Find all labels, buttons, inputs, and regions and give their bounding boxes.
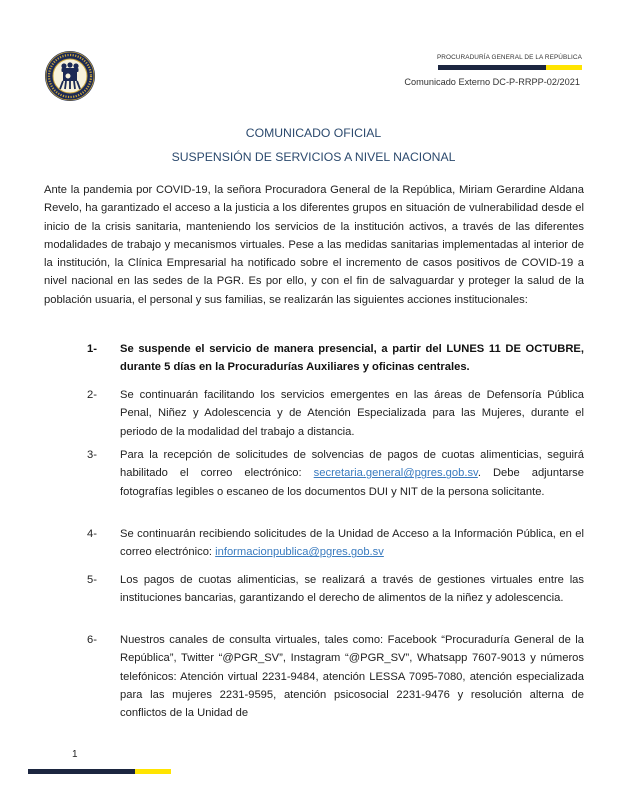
list-item-number: 3- — [87, 449, 97, 461]
pgr-seal-logo — [44, 50, 96, 102]
list-item-text-before: Se continuarán recibiendo solicitudes de la Unidad de Acceso a la Información Pública, en el correo electrónico: — [120, 528, 584, 559]
document-reference: Comunicado Externo DC-P-RRPP-02/2021 — [404, 77, 580, 87]
seal-icon — [44, 50, 96, 102]
header-bar-yellow — [546, 65, 582, 70]
list-item-number: 4- — [87, 528, 97, 540]
footer-bar-yellow — [135, 769, 171, 774]
informacion-publica-email-link[interactable]: informacionpublica@pgres.gob.sv — [215, 546, 384, 559]
list-item-text: Se continuarán facilitando los servicios emergentes en las áreas de Defensoría Pública Penal, Niñez y Adolescencia y de Atención Especializada para las Mujeres, durante el periodo de la modalidad del trabajo a distancia. — [120, 389, 584, 438]
document-subtitle: SUSPENSIÓN DE SERVICIOS A NIVEL NACIONAL — [171, 150, 456, 164]
intro-paragraph: Ante la pandemia por COVID-19, la señora Procuradora General de la República, Miriam Gerardine Aldana Revelo, ha garantizado el acceso a la justicia a los diferentes grupos en situación de vulnerabilidad desde el inicio de la crisis sanitaria, manteniendo los servicios de la institución activos, a través de las diferentes modalidades de trabajo y mecanismos virtuales. Pese a las medidas sanitarias implementadas al interior de la institución, la Clínica Empresarial ha notificado sobre el incremento de casos positivos de COVID-19 a nivel nacional en las sedes de la PGR. Es por ello, y con el fin de salvaguardar y proteger la salud de la población usuaria, el personal y sus familias, se realizarán las siguientes acciones institucionales: — [44, 184, 584, 306]
list-item-number: 5- — [87, 574, 97, 586]
list-item-3 — [87, 446, 584, 501]
list-item-number: 2- — [87, 389, 97, 401]
list-item-text-before: Para la recepción de solicitudes de solvencias de pagos de cuotas alimenticias, seguirá habilitado el correo electrónico: — [120, 449, 584, 480]
list-item-number: 1- — [87, 343, 97, 355]
list-item-text: Los pagos de cuotas alimenticias, se realizará a través de gestiones virtuales entre las instituciones bancarias, garantizando el derecho de alimentos de la niñez y adolescencia. — [120, 574, 584, 605]
secretaria-email-link[interactable]: secretaria.general@pgres.gob.sv — [313, 467, 478, 480]
list-item-4 — [87, 525, 584, 562]
footer-bar-dark — [28, 769, 135, 774]
list-item-1 — [87, 340, 584, 377]
list-item-2 — [87, 386, 584, 441]
header-bar-dark — [438, 65, 546, 70]
list-item-number: 6- — [87, 634, 97, 646]
document-title: COMUNICADO OFICIAL — [245, 126, 382, 140]
list-item-text-after: . Debe adjuntarse fotografías legibles o escaneo de los documentos DUI y NIT de la persona solicitante. — [120, 467, 584, 498]
organization-name: PROCURADURÍA GENERAL DE LA REPÚBLICA — [436, 54, 582, 61]
list-item-5 — [87, 571, 584, 608]
page-number: 1 — [72, 749, 78, 760]
list-item-text: Nuestros canales de consulta virtuales, tales como: Facebook “Procuraduría General de la República”, Twitter “@PGR_SV”, Instagram “@PGR_SV”, Whatsapp 7607-9013 y números telefónicos: Atención virtual 2231-9484, atención LESSA 7095-7080, atención especializada para las mujeres 2231-9595, atención psicosocial 2231-9476 y resolución alterna de conflictos de la Unidad de — [120, 634, 584, 720]
list-item-6 — [87, 631, 584, 722]
list-item-text: Se suspende el servicio de manera presencial, a partir del LUNES 11 DE OCTUBRE, durante 5 días en la Procuradurías Auxiliares y oficinas centrales. — [120, 343, 584, 374]
header-color-bar — [438, 65, 582, 70]
footer-color-bar — [28, 769, 171, 774]
